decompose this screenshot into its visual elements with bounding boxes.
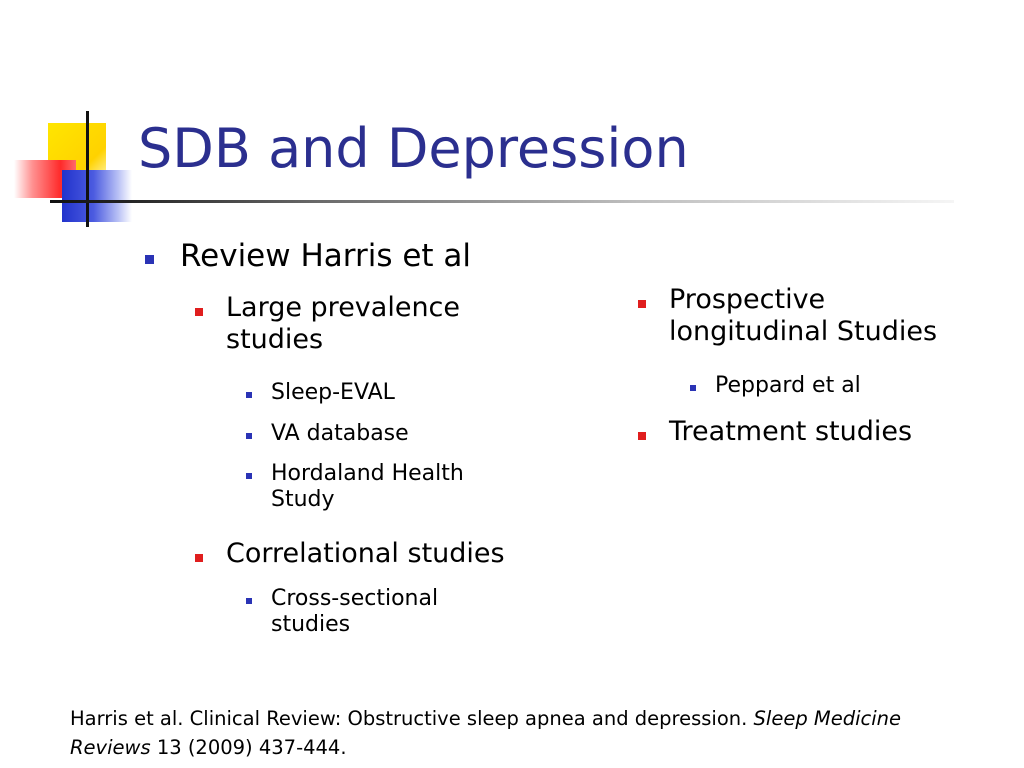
right-group1-subitem (715, 373, 975, 399)
title-underline-rule (50, 200, 954, 203)
right-group2-label: Treatment studies (669, 416, 913, 447)
left-group1-subitem (271, 461, 511, 513)
citation (70, 704, 970, 763)
square-bullet-icon (246, 598, 252, 604)
subitem-text: VA database (271, 421, 409, 446)
right-group2-item (669, 416, 999, 448)
subitem-text: Cross-sectional studies (271, 586, 439, 638)
blue-square-decoration (62, 170, 132, 222)
left-group1-label: Large prevalence studies (226, 292, 461, 356)
left-group1-subitem (271, 380, 551, 406)
square-bullet-icon (246, 473, 252, 479)
square-bullet-icon (195, 308, 203, 316)
subitem-text: Sleep-EVAL (271, 380, 395, 405)
citation-journal: Sleep Medicine Reviews (70, 707, 902, 760)
right-group1-label: Prospective longitudinal Studies (669, 284, 938, 348)
square-bullet-icon (638, 432, 646, 440)
vertical-rule (86, 111, 89, 227)
square-bullet-icon (246, 392, 252, 398)
left-group2-item (226, 538, 566, 570)
subitem-text: Hordaland Health Study (271, 461, 464, 513)
square-bullet-icon (690, 385, 696, 391)
citation-details: 13 (2009) 437-444. (156, 736, 347, 760)
citation-authors: Harris et al. Clinical Review: Obstructive sleep apnea and depression. (70, 707, 748, 730)
right-group1-item (669, 284, 989, 348)
left-group1-item (226, 292, 526, 356)
square-bullet-icon (638, 300, 646, 308)
square-bullet-icon (145, 255, 154, 264)
square-bullet-icon (195, 554, 203, 562)
square-bullet-icon (246, 433, 252, 439)
subitem-text: Peppard et al (715, 373, 861, 398)
slide-title: SDB and Depression (138, 117, 689, 180)
left-group2-label: Correlational studies (226, 538, 505, 569)
left-group1-subitem (271, 421, 551, 447)
left-heading-item (180, 238, 580, 275)
left-heading-text: Review Harris et al (180, 238, 472, 274)
left-group2-subitem (271, 586, 491, 638)
